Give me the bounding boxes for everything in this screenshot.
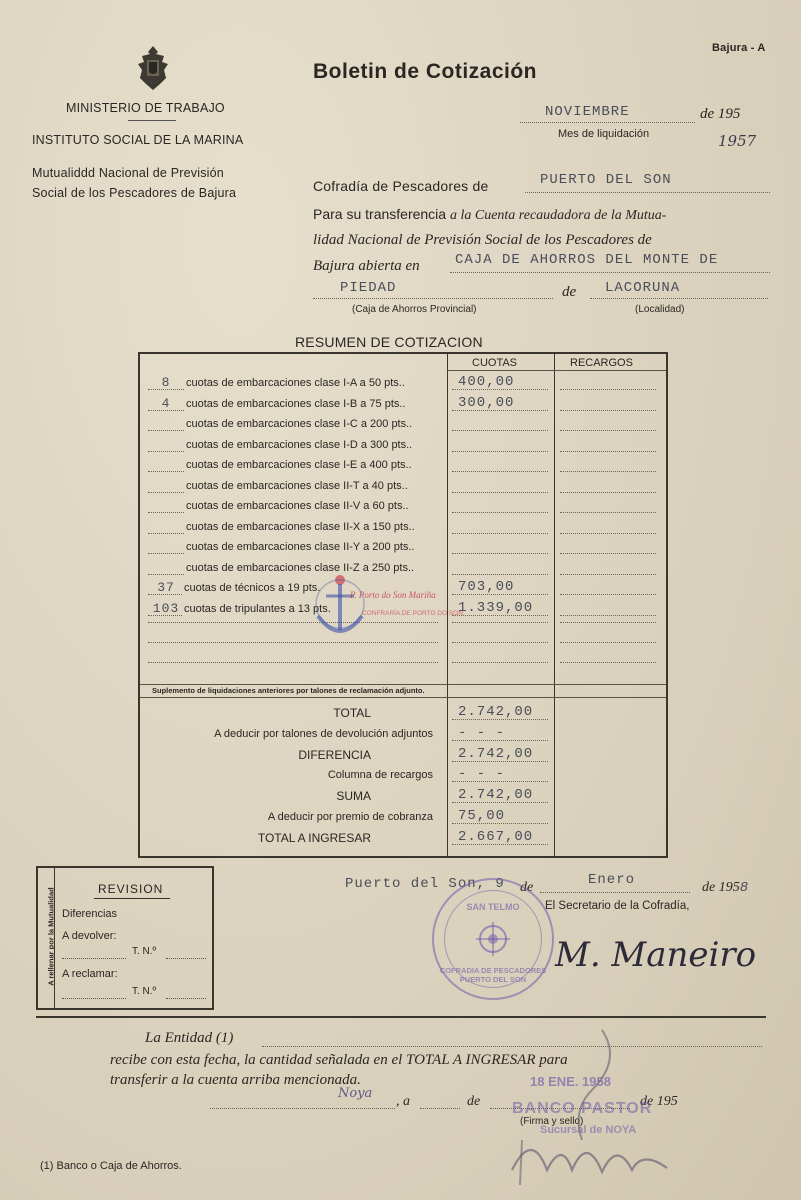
row-amount: 300,00: [458, 394, 515, 411]
entity-de: de: [467, 1094, 481, 1109]
total-row: [140, 764, 666, 784]
total-amount: 2.742,00: [458, 704, 534, 720]
row-label: cuotas de tripulantes a 13 pts.: [184, 602, 331, 615]
total-label: Columna de recargos: [327, 769, 433, 782]
row-count: 8: [161, 375, 171, 390]
entity-firma: (Firma y sello): [520, 1116, 584, 1127]
total-label: TOTAL A INGRESAR: [257, 830, 371, 845]
bank-stamp1: BANCO PASTOR: [512, 1100, 653, 1117]
page-title: Boletin de Cotización: [313, 60, 538, 83]
summary-title: RESUMEN DE COTIZACION: [295, 334, 483, 350]
total-row: [140, 827, 666, 847]
signing-place: Puerto del Son, 9: [345, 876, 505, 892]
cofradia-label: Cofradía de Pescadores de: [313, 178, 489, 194]
revision-diferencias: Diferencias: [62, 908, 118, 920]
row-label: cuotas de embarcaciones clase II-X a 150 pts..: [186, 520, 415, 533]
total-label: SUMA: [336, 789, 371, 804]
institution-line3: Mutualiddd Nacional de Previsión: [32, 166, 224, 180]
entity-year: de 195: [640, 1094, 678, 1109]
secretary-label: El Secretario de la Cofradía,: [545, 900, 690, 912]
total-row: [140, 744, 666, 764]
table-row: [140, 413, 666, 434]
signing-year: [702, 880, 749, 896]
table-row: [140, 393, 666, 414]
total-row: [140, 723, 666, 743]
revision-tn1: T. N.º: [132, 946, 157, 957]
table-row: [140, 516, 666, 537]
institution-line1: MINISTERIO DE TRABAJO: [66, 101, 225, 115]
anchor-stamp-icon: [310, 566, 370, 644]
summary-table: [138, 352, 668, 858]
signing-year-digit: 8: [739, 880, 750, 896]
row-label: cuotas de embarcaciones clase I-E a 400 pts..: [186, 459, 412, 471]
total-amount: 2.742,00: [458, 745, 534, 762]
row-amount: 400,00: [458, 374, 515, 390]
supplement-label: Suplemento de liquidaciones anteriores por talones de reclamación adjunto.: [152, 686, 425, 695]
liquidation-caption: Mes de liquidación: [558, 128, 650, 140]
signing-year-label: de 195: [702, 880, 740, 895]
row-label: cuotas de embarcaciones clase I-D a 300 pts..: [186, 438, 413, 451]
cofradia-value: PUERTO DEL SON: [540, 172, 672, 188]
cofradia-seal: [432, 878, 554, 1000]
col-recargos-header: RECARGOS: [570, 357, 633, 369]
entity-line2: recibe con esta fecha, la cantidad señalada en el TOTAL A INGRESAR para: [110, 1052, 568, 1068]
entity-a: , a: [396, 1094, 410, 1109]
total-amount: 75,00: [458, 808, 506, 824]
row-label: cuotas de embarcaciones clase II-Z a 250 pts..: [186, 561, 415, 574]
liquidation-month: NOVIEMBRE: [545, 104, 630, 120]
row-count: 103: [152, 600, 180, 616]
transfer-text2: lidad Nacional de Previsión Social de los Pescadores de: [313, 232, 652, 248]
revision-tn2: T. N.º: [132, 986, 157, 997]
table-row: [140, 372, 666, 393]
institution-line4: Social de los Pescadores de Bajura: [32, 186, 237, 200]
total-amount: 2.667,00: [458, 828, 534, 845]
table-row: [140, 475, 666, 496]
bank-value2: PIEDAD: [340, 280, 397, 296]
entity-place: Noya: [338, 1086, 373, 1101]
locality-de: de: [562, 284, 577, 300]
bank-signature-icon: [492, 1020, 692, 1190]
corner-code: Bajura - A: [712, 42, 766, 54]
total-label: A deducir por premio de cobranza: [267, 811, 433, 823]
entity-stamp-date: 18 ENE. 1958: [530, 1074, 611, 1089]
coat-of-arms-icon: [134, 44, 172, 92]
row-label: cuotas de embarcaciones clase II-T a 40 pts..: [186, 479, 408, 492]
secretary-signature: M. Maneiro: [555, 935, 757, 975]
row-count: 4: [161, 395, 171, 411]
total-label: A deducir por talones de devolución adjuntos: [214, 727, 433, 740]
liquidation-year-label: de 195: [700, 106, 741, 122]
total-row: [140, 785, 666, 805]
red-stamp-text2: CONFRARÍA DE PORTO DO SON: [362, 610, 463, 617]
entity-line1: La Entidad (1): [145, 1030, 234, 1046]
footnote: (1) Banco o Caja de Ahorros.: [40, 1160, 182, 1172]
entity-line3: transferir a la cuenta arriba mencionada.: [110, 1072, 361, 1088]
revision-reclamar: A reclamar:: [62, 968, 118, 980]
bank-stamp2: Sucursal de NOYA: [540, 1124, 637, 1136]
cofradia-seal-ring: COFRADIA DE PESCADORES PUERTO DEL SON: [439, 966, 547, 984]
row-label: cuotas de embarcaciones clase II-Y a 200 pts..: [186, 541, 415, 553]
year-correction: 1957: [718, 132, 757, 150]
bank-value1: CAJA DE AHORROS DEL MONTE DE: [455, 252, 719, 268]
revision-box: [36, 866, 214, 1010]
red-stamp-text: P. Porto do Son Mariña: [350, 590, 436, 600]
table-row: [140, 434, 666, 455]
total-amount: - - -: [458, 724, 506, 741]
row-label: cuotas de embarcaciones clase I-A a 50 pts..: [186, 377, 405, 389]
row-label: cuotas de embarcaciones clase I-B a 75 pts..: [186, 397, 406, 410]
table-row: [140, 536, 666, 557]
revision-title: REVISION: [98, 882, 164, 896]
total-amount: - - -: [458, 766, 506, 783]
cofradia-seal-center: SAN TELMO: [466, 902, 520, 912]
total-amount: 2.742,00: [458, 787, 534, 804]
row-label: cuotas de embarcaciones clase II-V a 60 pts..: [186, 500, 409, 512]
transfer-text3: Bajura abierta en: [313, 258, 420, 274]
locality-caption: (Localidad): [635, 304, 685, 315]
table-row: [140, 495, 666, 516]
row-amount: 703,00: [458, 579, 515, 595]
revision-devolver: A devolver:: [62, 930, 117, 942]
row-label: cuotas de embarcaciones clase I-C a 200 pts..: [186, 418, 413, 430]
locality-value: LACORUNA: [605, 280, 681, 296]
bank-caption: (Caja de Ahorros Provincial): [352, 304, 477, 315]
revision-side-label: A rellenar por la Mutualidad: [46, 887, 56, 986]
table-row: [140, 557, 666, 578]
transfer-text1: a la Cuenta recaudadora de la Mutua-: [449, 208, 667, 223]
institution-line2: INSTITUTO SOCIAL DE LA MARINA: [32, 133, 244, 147]
signing-de1: de: [520, 880, 534, 895]
total-row: [140, 806, 666, 826]
signing-month: Enero: [588, 872, 636, 888]
table-row: [140, 454, 666, 475]
total-label: DIFERENCIA: [298, 747, 371, 762]
row-amount: 1.339,00: [458, 599, 534, 616]
col-cuotas-header: CUOTAS: [472, 357, 518, 369]
ship-wheel-icon: [474, 920, 512, 958]
total-label: TOTAL: [333, 706, 371, 720]
total-row: [140, 702, 666, 722]
row-count: 37: [157, 580, 175, 595]
row-label: cuotas de técnicos a 19 pts.: [184, 582, 321, 594]
transfer-label: Para su transferencia: [313, 206, 447, 222]
